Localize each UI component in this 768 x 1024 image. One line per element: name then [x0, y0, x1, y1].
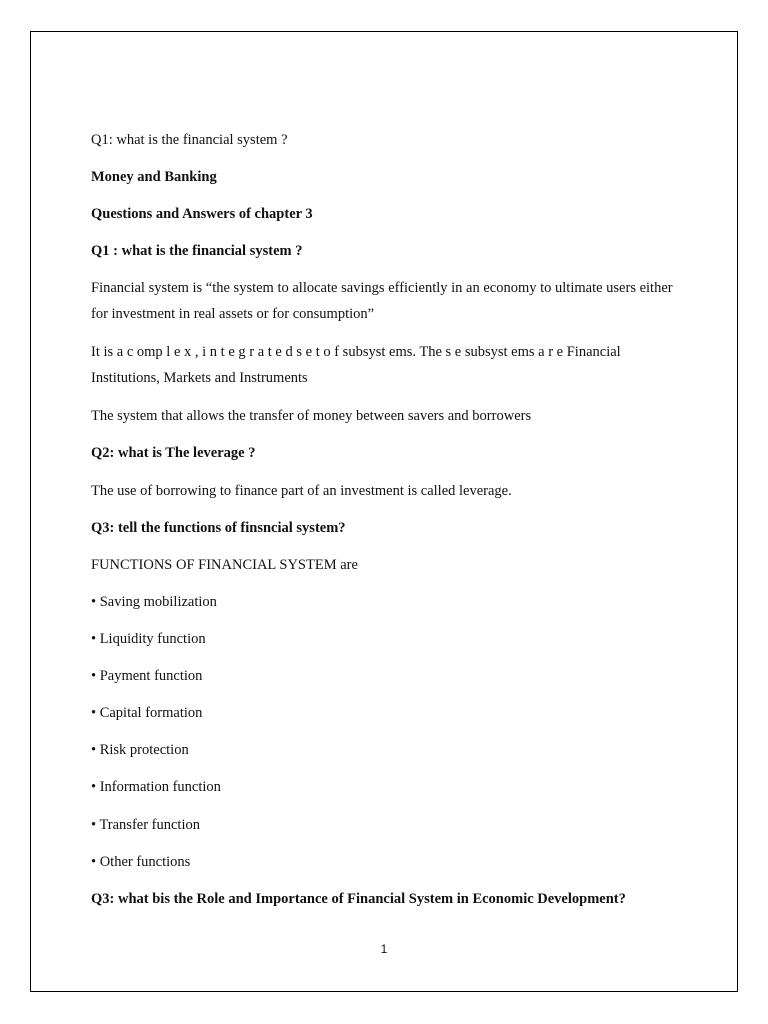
- q2-heading: Q2: what is The leverage ?: [91, 445, 256, 461]
- function-list-item: • Capital formation: [91, 705, 203, 721]
- subject-title: Money and Banking: [91, 169, 217, 185]
- q3-heading: Q3: tell the functions of finsncial system?: [91, 520, 346, 536]
- chapter-heading: Questions and Answers of chapter 3: [91, 206, 313, 222]
- function-list-item: • Risk protection: [91, 742, 189, 758]
- q1-answer-subsystems: It is a c omp l e x , i n t e g r a t e d s e t o f subsyst ems. The s e subsyst ems a r e Financial Institutions, Markets and Instruments: [91, 344, 621, 386]
- q1-answer-definition: Financial system is “the system to allocate savings efficiently in an economy to ultimate users either for investment in real assets or for consumption”: [91, 280, 673, 322]
- function-list-item: • Payment function: [91, 668, 203, 684]
- function-list-item: • Transfer function: [91, 817, 200, 833]
- function-list-item: • Other functions: [91, 854, 191, 870]
- function-list-item: • Saving mobilization: [91, 594, 217, 610]
- document-page: [30, 31, 738, 992]
- q1-answer-transfer: The system that allows the transfer of money between savers and borrowers: [91, 408, 532, 424]
- page-number: 1: [380, 942, 388, 956]
- question-plain-q1: Q1: what is the financial system ?: [91, 132, 288, 148]
- q2-answer: The use of borrowing to finance part of an investment is called leverage.: [91, 483, 512, 499]
- function-list-item: • Information function: [91, 779, 221, 795]
- q3-role-heading: Q3: what bis the Role and Importance of Financial System in Economic Development?: [91, 891, 626, 907]
- q1-heading: Q1 : what is the financial system ?: [91, 243, 303, 259]
- function-list-item: • Liquidity function: [91, 631, 206, 647]
- functions-intro: FUNCTIONS OF FINANCIAL SYSTEM are: [91, 557, 358, 573]
